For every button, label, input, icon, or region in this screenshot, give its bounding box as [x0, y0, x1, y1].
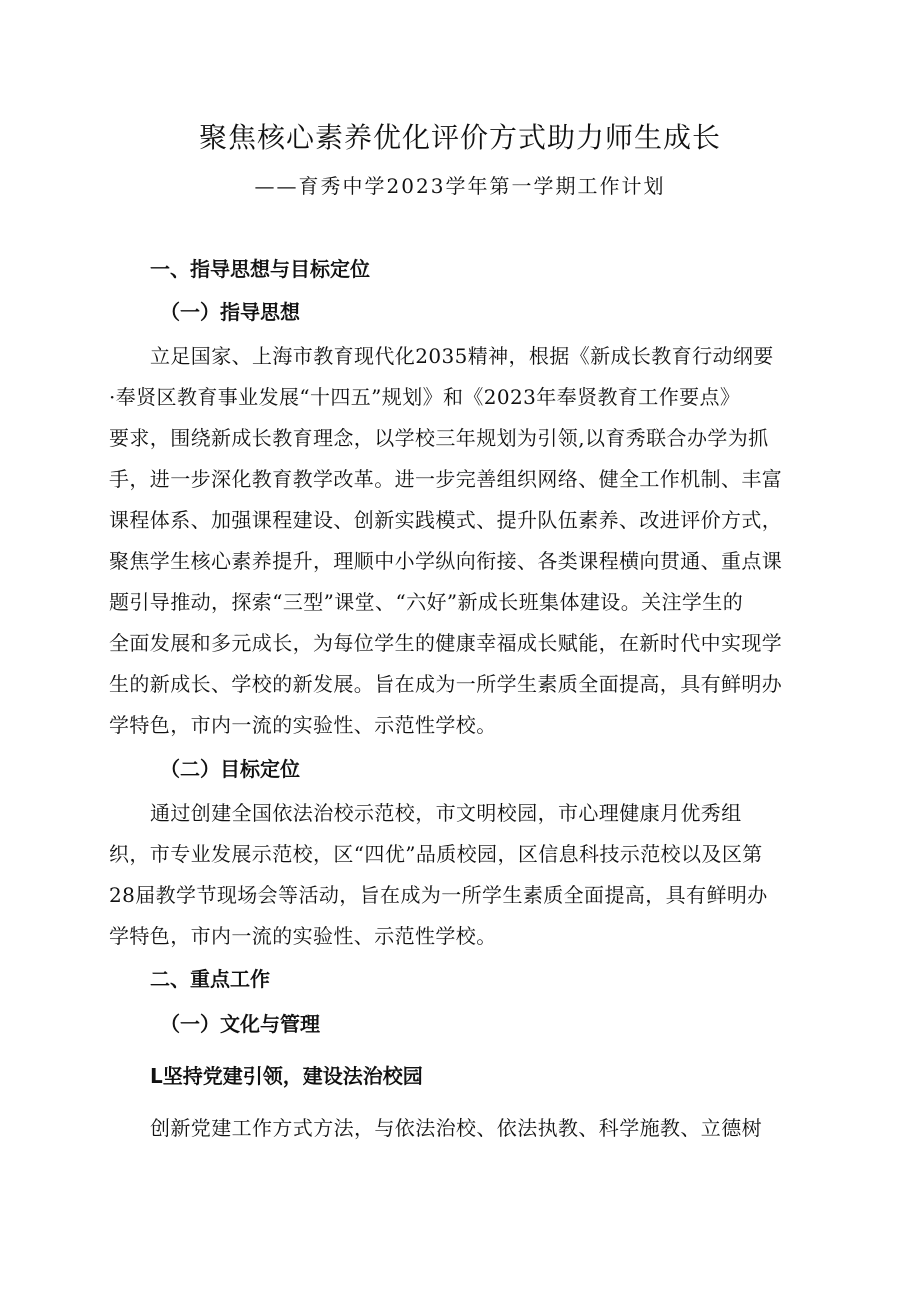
- paragraph-line: 织，市专业发展示范校，区“四优”品质校园，区信息科技示范校以及区第: [109, 842, 763, 866]
- paragraph-line: 全面发展和多元成长，为每位学生的健康幸福成长赋能，在新时代中实现学: [109, 631, 783, 655]
- paragraph-line: 创新党建工作方式方法，与依法治校、依法执教、科学施教、立德树: [150, 1116, 762, 1140]
- item-heading-party-building: L坚持党建引领，建设法治校园: [150, 1064, 423, 1088]
- section-heading-key-work: 二、重点工作: [150, 967, 270, 991]
- document-subtitle: ——育秀中学2023学年第一学期工作计划: [254, 174, 666, 198]
- paragraph-line: 题引导推动，探索“三型”课堂、“六好”新成长班集体建设。关注学生的: [109, 590, 744, 614]
- paragraph-line: 生的新成长、学校的新发展。旨在成为一所学生素质全面提高，具有鲜明办: [109, 672, 783, 696]
- document-title: 聚焦核心素养优化评价方式助力师生成长: [198, 121, 721, 154]
- subsection-heading-guiding-thought: （一）指导思想: [160, 300, 300, 324]
- paragraph-line: ·奉贤区教育事业发展“十四五”规划》和《2023年奉贤教育工作要点》: [109, 385, 741, 409]
- paragraph-line: 课程体系、加强课程建设、创新实践模式、提升队伍素养、改进评价方式，: [109, 508, 783, 532]
- subsection-heading-goal-positioning: （二）目标定位: [160, 757, 300, 781]
- paragraph-line: 28届教学节现场会等活动，旨在成为一所学生素质全面提高，具有鲜明办: [109, 883, 768, 907]
- paragraph-line: 要求，围绕新成长教育理念，以学校三年规划为引领,以育秀联合办学为抓: [109, 426, 769, 450]
- paragraph-line: 学特色，市内一流的实验性、示范性学校。: [109, 924, 497, 948]
- paragraph-line: 手，进一步深化教育教学改革。进一步完善组织网络、健全工作机制、丰富: [109, 467, 783, 491]
- paragraph-line: 学特色，市内一流的实验性、示范性学校。: [109, 713, 497, 737]
- section-heading-guiding-ideology: 一、指导思想与目标定位: [150, 257, 370, 281]
- paragraph-line: 立足国家、上海市教育现代化2035精神，根据《新成长教育行动纲要: [150, 344, 774, 368]
- paragraph-line: 通过创建全国依法治校示范校，市文明校园，市心理健康月优秀组: [150, 801, 742, 825]
- subsection-heading-culture-management: （一）文化与管理: [160, 1012, 320, 1036]
- paragraph-line: 聚焦学生核心素养提升，理顺中小学纵向衔接、各类课程横向贯通、重点课: [109, 549, 783, 573]
